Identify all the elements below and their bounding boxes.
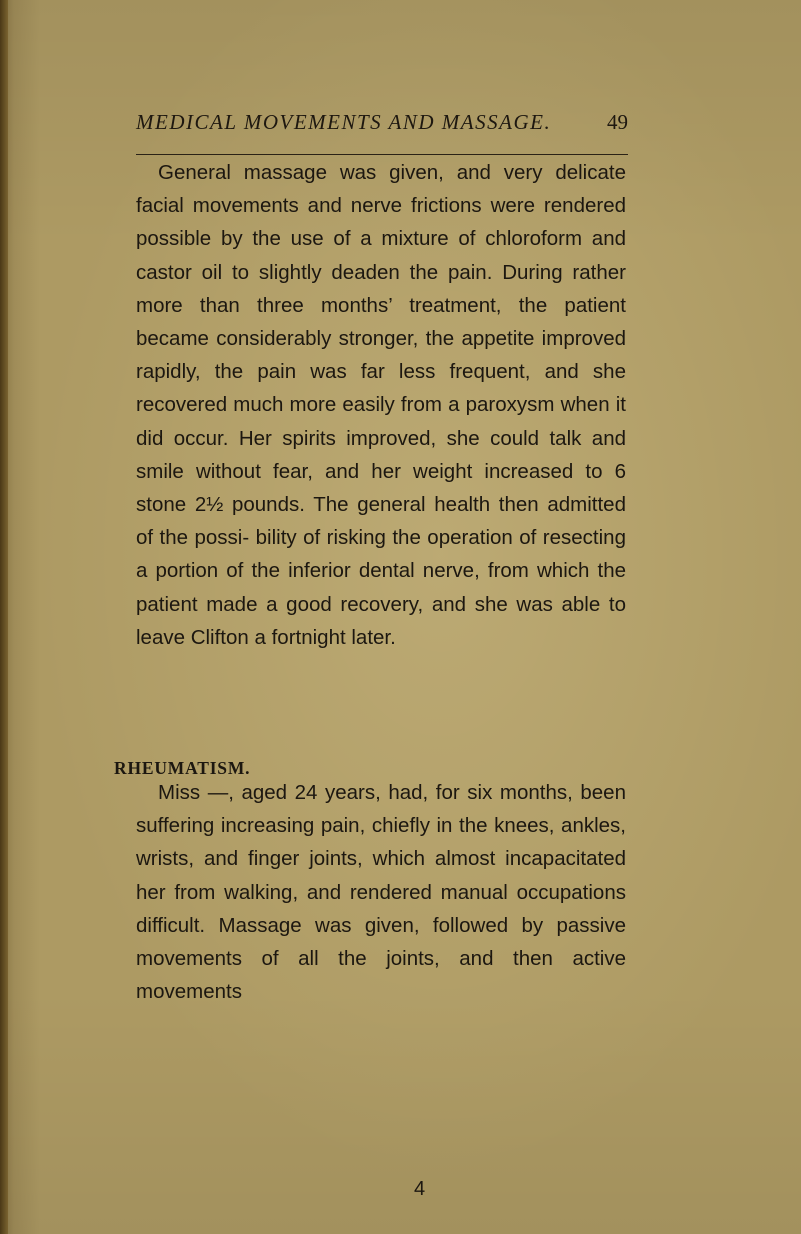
running-head: [136, 110, 628, 150]
running-head-title: MEDICAL MOVEMENTS AND MASSAGE.: [136, 110, 552, 134]
body-paragraph-2: Miss —, aged 24 years, had, for six months, been suffering increasing pain, chiefly in the knees, ankles, wrists, and finger joints, which almost incapacitated her from walking, and rendered manual occupations difficult. Massage was given, followed by passive movements of all the joints, and then active movements: [136, 781, 626, 1004]
signature-mark: 4: [414, 1178, 426, 1200]
body-paragraph-1: General massage was given, and very delicate facial movements and nerve frictions were rendered possible by the use of a mixture of chloroform and castor oil to slightly deaden the pain. During rather more than three months’ treatment, the patient became considerably stronger, the appetite improved rapidly, the pain was far less frequent, and she recovered much more easily from a paroxysm when it did occur. Her spirits improved, she could talk and smile without fear, and her weight increased to 6 stone 2½ pounds. The general health then admitted of the possi- bility of risking the operation of resecting a portion of the inferior dental nerve, from which the patient made a good recovery, and she was able to leave Clifton a fortnight later.: [136, 161, 626, 649]
section-heading: RHEUMATISM.: [114, 758, 251, 778]
binding-edge: [0, 0, 8, 1234]
header-rule: [136, 154, 628, 155]
page-number: 49: [607, 110, 628, 134]
